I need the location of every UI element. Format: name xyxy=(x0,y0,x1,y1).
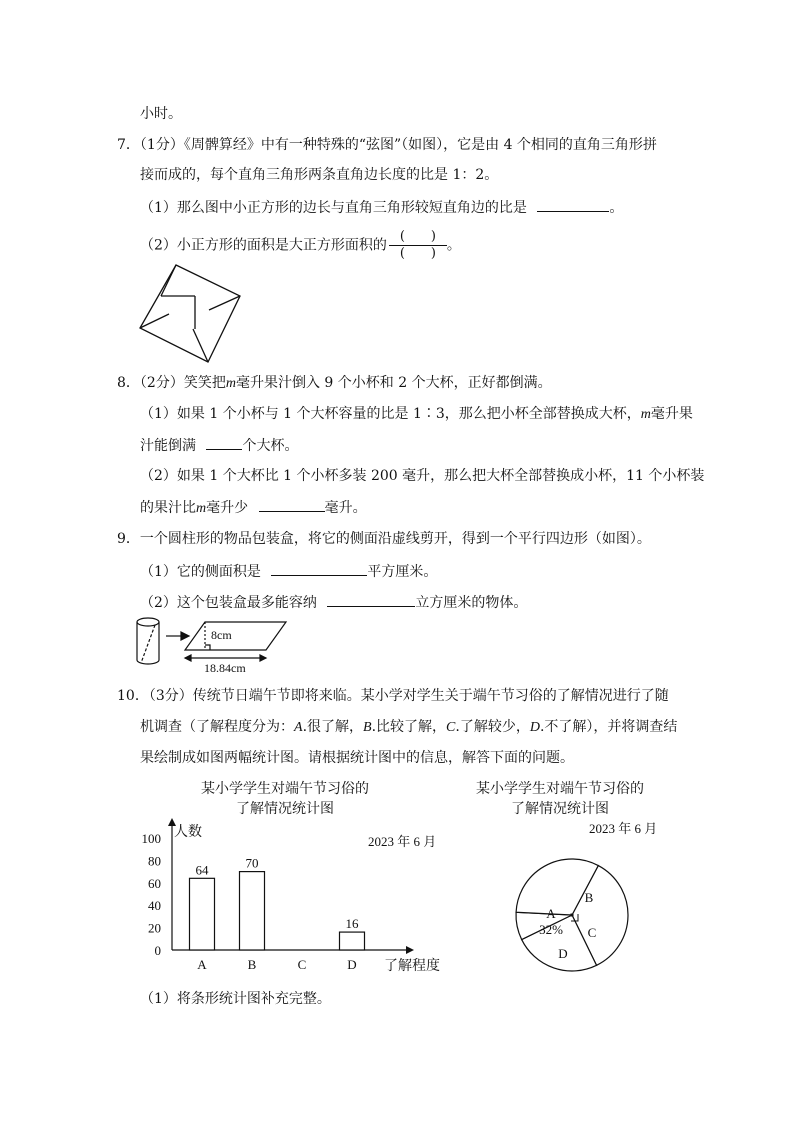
q8-line1-b: 毫升果汁倒入 9 个小杯和 2 个大杯，正好都倒满。 xyxy=(235,375,552,391)
q8-s2-b: 的果汁比 xyxy=(140,500,196,516)
option-c-text: .了解较少， xyxy=(455,719,530,735)
q8-sub1-line2 xyxy=(140,435,298,456)
pie-value-label-a: 32% xyxy=(539,922,563,937)
inner-line-3 xyxy=(193,329,208,362)
q9-sub1-a: （1）它的侧面积是 xyxy=(140,564,261,580)
q9-sub2-b: 立方厘米的物体。 xyxy=(415,595,528,611)
variable-m: m xyxy=(196,501,207,516)
q8-sub2-line2 xyxy=(140,497,367,519)
y-tick-label: 0 xyxy=(154,943,161,958)
pie-chart xyxy=(500,812,680,972)
bar-chart-subtitle: 了解情况统计图 xyxy=(236,801,334,817)
option-a: A xyxy=(294,720,303,735)
q9-sub1 xyxy=(140,561,437,582)
q8-sub1-answer-blank[interactable] xyxy=(206,435,242,450)
q8-s2-d: 毫升。 xyxy=(324,500,367,516)
variable-m: m xyxy=(640,407,651,422)
bar-chart-title: 某小学学生对端午节习俗的 xyxy=(201,781,369,797)
q7-sub2-end: 。 xyxy=(446,237,461,254)
base-label: 18.84cm xyxy=(204,661,246,675)
pie-center-dot xyxy=(571,914,574,917)
bar-chart-date: 2023 年 6 月 xyxy=(368,834,437,849)
arrow-icon xyxy=(181,632,189,640)
x-tick-label: D xyxy=(347,957,357,972)
fraction-denominator: ( ) xyxy=(399,246,436,261)
q10-line1: 10．（3分）传统节日端午节即将来临。某小学对学生关于端午节习俗的了解情况进行了随 xyxy=(117,688,669,704)
q7-line2: 接而成的，每个直角三角形两条直角边长度的比是 1：2。 xyxy=(140,167,499,183)
y-tick-label: 60 xyxy=(148,875,161,891)
parallelogram xyxy=(185,622,286,650)
cylinder-top xyxy=(137,618,159,626)
q7-sub1-text: （1）那么图中小正方形的边长与直角三角形较短直角边的比是 xyxy=(140,200,527,216)
q8-sub2-line1: （2）如果 1 个大杯比 1 个小杯多装 200 毫升，那么把大杯全部替换成小杯，11 个小杯装 xyxy=(140,468,705,484)
x-tick-label: B xyxy=(247,957,257,972)
q10-line2-a: 机调查（了解程度分为： xyxy=(140,719,294,735)
q7-sub2-text: （2）小正方形的面积是大正方形面积的 xyxy=(140,237,387,254)
q7-sub1-answer-blank[interactable] xyxy=(537,197,609,212)
pie-label-b: B xyxy=(584,890,594,905)
y-tick-label: 100 xyxy=(141,831,161,846)
outer-square xyxy=(140,265,240,362)
q8-s1-a: （1）如果 1 个小杯与 1 个大杯容量的比是 1∶3，那么把小杯全部替换成大杯， xyxy=(140,406,641,422)
pie-chart-date: 2023 年 6 月 xyxy=(589,821,658,836)
q10-line3: 果绘制成如图两幅统计图。请根据统计图中的信息，解答下面的问题。 xyxy=(140,750,574,766)
q8-s2-c: 毫升少 xyxy=(206,500,249,516)
cylinder-bottom xyxy=(137,660,159,664)
y-tick-label: 20 xyxy=(148,920,161,936)
pie-label-d: D xyxy=(558,946,568,961)
pie-label-a: A xyxy=(546,906,556,921)
right-angle-mark xyxy=(205,645,210,650)
q9-sub2 xyxy=(140,592,527,613)
bar-b xyxy=(240,872,265,950)
option-d: D xyxy=(529,720,540,735)
q8-s1-d: 个大杯。 xyxy=(242,438,299,454)
q7-sub1-end: 。 xyxy=(609,200,624,216)
q10-line2 xyxy=(140,717,677,738)
x-tick-label: A xyxy=(197,957,207,972)
fraction-numerator: ( ) xyxy=(389,229,447,246)
q8-line1-a: 8．（2分）笑笑把 xyxy=(117,375,226,391)
previous-text-end: 小时。 xyxy=(140,106,182,122)
y-tick-label: 80 xyxy=(148,853,161,869)
bar-data-label: 64 xyxy=(195,862,209,878)
q9-line1: 9．一个圆柱形的物品包装盒，将它的侧面沿虚线剪开，得到一个平行四边形（如图）。 xyxy=(117,531,651,547)
q8-s1-b: 毫升果 xyxy=(650,406,693,422)
option-b-text: .比较了解， xyxy=(371,719,447,735)
q8-sub2-answer-blank[interactable] xyxy=(259,497,325,512)
pie-chart-title: 某小学学生对端午节习俗的 xyxy=(476,781,644,797)
inner-line-1 xyxy=(161,265,176,296)
q8-sub1-line1 xyxy=(140,404,693,425)
q8-line1 xyxy=(117,373,552,394)
option-b: B xyxy=(363,720,372,735)
q9-sub2-answer-blank[interactable] xyxy=(327,592,415,607)
q9-sub2-a: （2）这个包装盒最多能容纳 xyxy=(140,595,317,611)
option-a-text: .很了解， xyxy=(302,719,364,735)
pie-label-c: C xyxy=(587,925,597,940)
xian-figure-diagram xyxy=(136,262,282,366)
q7-sub2 xyxy=(140,229,461,262)
variable-m: m xyxy=(225,376,236,391)
x-axis-label: 了解程度 xyxy=(384,959,440,974)
cut-dashed-line xyxy=(141,625,155,663)
x-tick-label: C xyxy=(297,957,307,972)
bar-a xyxy=(190,878,215,950)
bar-d xyxy=(340,932,365,950)
pie-chart-subtitle: 了解情况统计图 xyxy=(511,801,609,817)
cylinder-unfold-diagram xyxy=(134,614,304,678)
option-c: C xyxy=(446,720,456,735)
x-axis-arrow-icon xyxy=(406,946,414,954)
q9-sub1-answer-blank[interactable] xyxy=(271,561,367,576)
inner-line-2 xyxy=(209,296,240,310)
q7-line1: 7．（1分）《周髀算经》中有一种特殊的“弦图”（如图），它是由 4 个相同的直角三角形拼 xyxy=(117,137,657,153)
option-d-text: .不了解），并将调查结 xyxy=(539,719,678,735)
height-label: 8cm xyxy=(211,628,232,642)
q7-sub1 xyxy=(140,197,623,218)
q7-fraction-answer[interactable] xyxy=(389,229,447,262)
q10-sub1: （1）将条形统计图补充完整。 xyxy=(140,991,331,1007)
bar-data-label: 70 xyxy=(245,855,259,871)
y-axis-label: 人数 xyxy=(174,825,202,840)
q9-sub1-b: 平方厘米。 xyxy=(367,564,438,580)
q8-s1-c: 汁能倒满 xyxy=(140,438,196,454)
y-tick-label: 40 xyxy=(148,898,161,914)
bar-chart xyxy=(130,812,450,978)
bar-data-label: 16 xyxy=(345,916,359,932)
